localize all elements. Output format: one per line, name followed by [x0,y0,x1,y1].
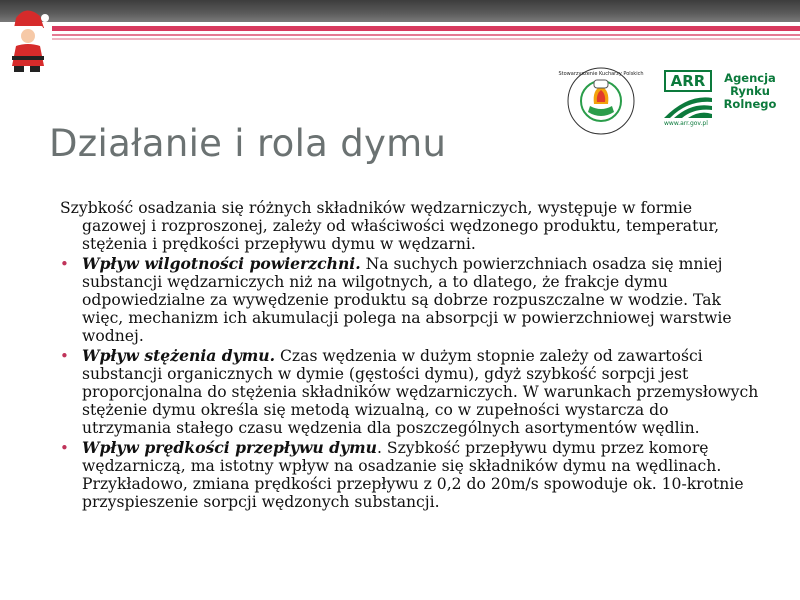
bullet-lead: Wpływ prędkości przepływu dymu [82,438,377,457]
association-ring-text: Stowarzyszenie Kucharzy Polskich [558,71,644,77]
arr-url: www.arr.gov.pl [664,120,708,127]
intro-paragraph: Szybkość osadzania się różnych składników wędzarniczych, występuje w formie gazowej i rozproszonej, zależy od właściwości wędzonego produktu, temperatur, stężenia i prędkości przepływu dymu w wędzarni. [60,199,720,253]
arr-abbr: ARR [664,70,712,92]
header-stripe-red [52,26,800,31]
bullet-text: Na suchych powierzchniach osadza się mniej substancji wędzarniczych niż na wilgotnych, a to dlatego, że frakcje dymu odpowiedzialne za wywędzenie produktu są dobrze rozpuszczalne w wodzie. Tak więc, mechanizm ich akumulacji polega na absorpcji w powierzchniowej warstwie wodnej. [82,255,732,345]
bullet-item-smoke-flow-speed [60,439,760,511]
chef-association-logo-icon [558,66,644,136]
bullet-lead: Wpływ wilgotności powierzchni. [82,254,361,273]
arr-name-line-1: Agencja [724,71,776,85]
santa-icon [2,6,52,76]
header-stripe-light [52,38,800,40]
bullet-dot-icon: • [60,255,69,273]
slide-title: Działanie i rola dymu [49,122,447,165]
bullet-item-surface-moisture [60,255,760,345]
arr-name-line-2: Rynku [730,84,770,98]
bullet-item-smoke-concentration [60,347,760,437]
arr-logo-icon [664,70,782,132]
slide-body [60,199,760,513]
bullet-lead: Wpływ stężenia dymu. [82,346,276,365]
arr-name-line-3: Rolnego [723,97,777,111]
arr-field-graphic [664,94,712,118]
bullet-dot-icon: • [60,347,69,365]
bullet-dot-icon: • [60,439,69,457]
header-stripe-pink [52,34,800,36]
bullet-text: . Szybkość przepływu dymu przez komorę wędzarniczą, ma istotny wpływ na osadzanie się składników dymu na wędlinach. Przykładowo, zmiana prędkości przepływu z 0,2 do 20m/s spowoduje ok. 10-krotnie przyspieszenie sorpcji wędzonych substancji. [82,439,744,511]
top-header-bar [0,0,800,22]
arr-name [718,72,782,111]
bullet-text: Czas wędzenia w dużym stopnie zależy od zawartości substancji organicznych w dymie (gęstości dymu), gdyż szybkość sorpcji jest proporcjonalna do stężenia składników wędzarniczych. W warunkach przemysłowych stężenie dymu określa się metodą wizualną, co w zupełności wystarcza do utrzymania stałego czasu wędzenia dla poszczególnych asortymentów wędlin. [82,347,759,437]
